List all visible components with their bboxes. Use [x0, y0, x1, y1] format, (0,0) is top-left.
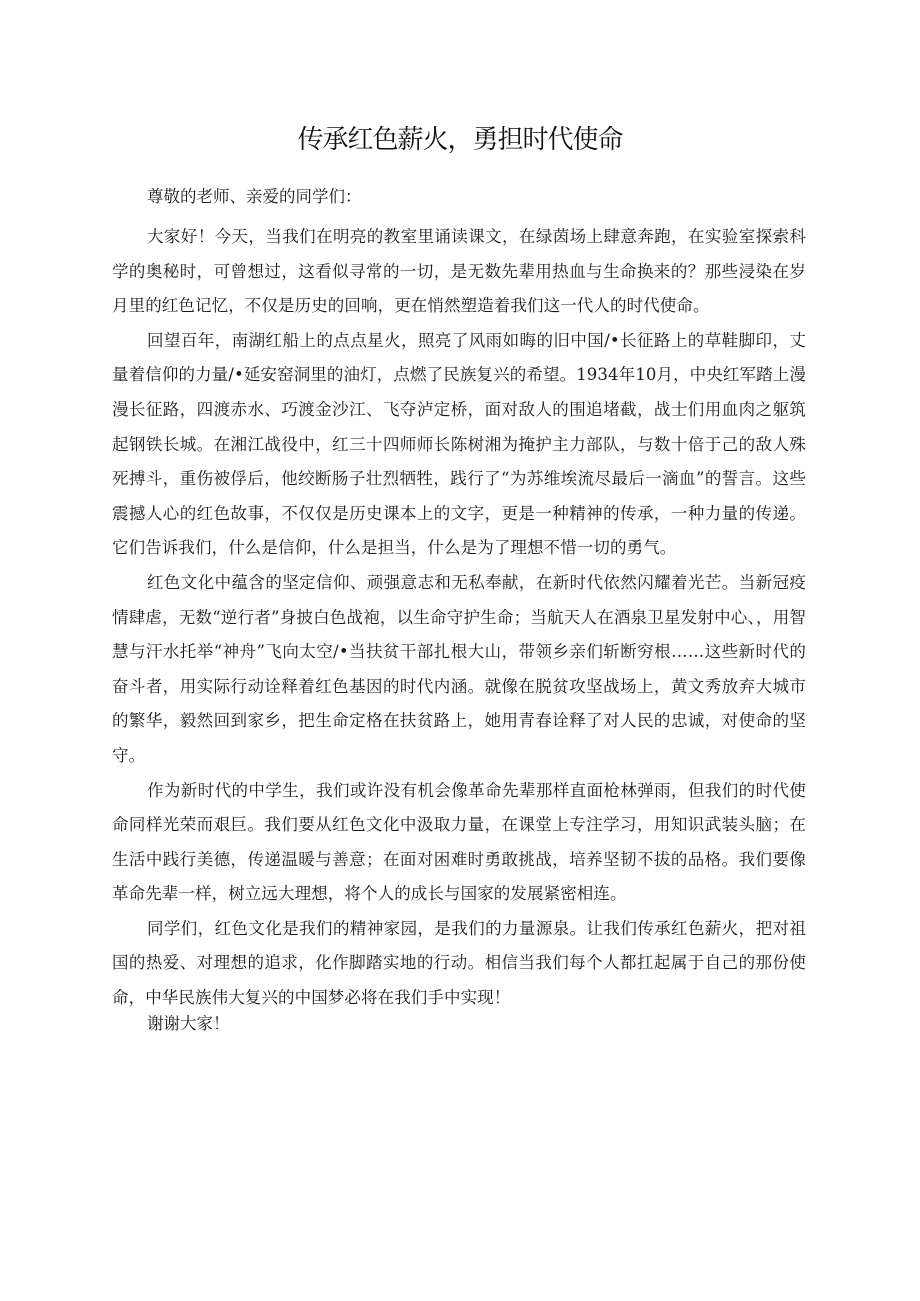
salutation: 尊敬的老师、亲爱的同学们： [147, 187, 362, 206]
paragraph-conclusion: 同学们，红色文化是我们的精神家园，是我们的力量源泉。让我们传承红色薪火，把对祖国的热爱、对理想的追求，化作脚踏实地的行动。相信当我们每个人都扛起属于自己的那份使命，中华民族伟大复兴的中国梦必将在我们手中实现！ [112, 918, 806, 1008]
paragraph-greeting: 大家好！今天，当我们在明亮的教室里诵读课文，在绿茵场上肆意奔跑，在实验室探索科学的奥秘时，可曾想过，这看似寻常的一切，是无数先辈用热血与生命换来的？那些浸染在岁月里的红色记忆，不仅是历史的回响，更在悄然塑造着我们这一代人的时代使命。 [112, 227, 806, 316]
document-body [112, 180, 806, 1038]
paragraph-new-era: 红色文化中蕴含的坚定信仰、顽强意志和无私奉献，在新时代依然闪耀着光芒。当新冠疫情肆虐，无数“逆行者”身披白色战袍，以生命守护生命；当航天人在酒泉卫星发射中心、，用智慧与汗水托举“神舟”飞向太空/•当扶贫干部扎根大山，带领乡亲们斩断穷根……这些新时代的奋斗者，用实际行动诠释着红色基因的时代内涵。就像在脱贫攻坚战场上，黄文秀放弃大城市的繁华，毅然回到家乡，把生命定格在扶贫路上，她用青春诠释了对人民的忠诚，对使命的坚守。 [112, 572, 806, 765]
closing-line: 谢谢大家！ [147, 1013, 230, 1033]
page-title: 传承红色薪火，勇担时代使命 [297, 125, 623, 155]
paragraph-students: 作为新时代的中学生，我们或许没有机会像革命先辈那样直面枪林弹雨，但我们的时代使命同样光荣而艰巨。我们要从红色文化中汲取力量，在课堂上专注学习，用知识武装头脑；在生活中践行美德，传递温暖与善意；在面对困难时勇敢挑战，培养坚韧不拔的品格。我们要像革命先辈一样，树立远大理想，将个人的成长与国家的发展紧密相连。 [112, 780, 806, 904]
paragraph-history: 回望百年，南湖红船上的点点星火，照亮了风雨如晦的旧中国/•长征路上的草鞋脚印，丈量着信仰的力量/•延安窑洞里的油灯，点燃了民族复兴的希望。1934年10月，中央红军踏上漫漫长征路，四渡赤水、巧渡金沙江、飞夺泸定桥，面对敌人的围追堵截，战士们用血肉之躯筑起钢铁长城。在湘江战役中，红三十四师师长陈树湘为掩护主力部队，与数十倍于己的敌人殊死搏斗，重伤被俘后，他绞断肠子壮烈牺牲，践行了“为苏维埃流尽最后一滴血”的誓言。这些震撼人心的红色故事，不仅仅是历史课本上的文字，更是一种精神的传承，一种力量的传递。它们告诉我们，什么是信仰，什么是担当，什么是为了理想不惜一切的勇气。 [112, 330, 806, 558]
